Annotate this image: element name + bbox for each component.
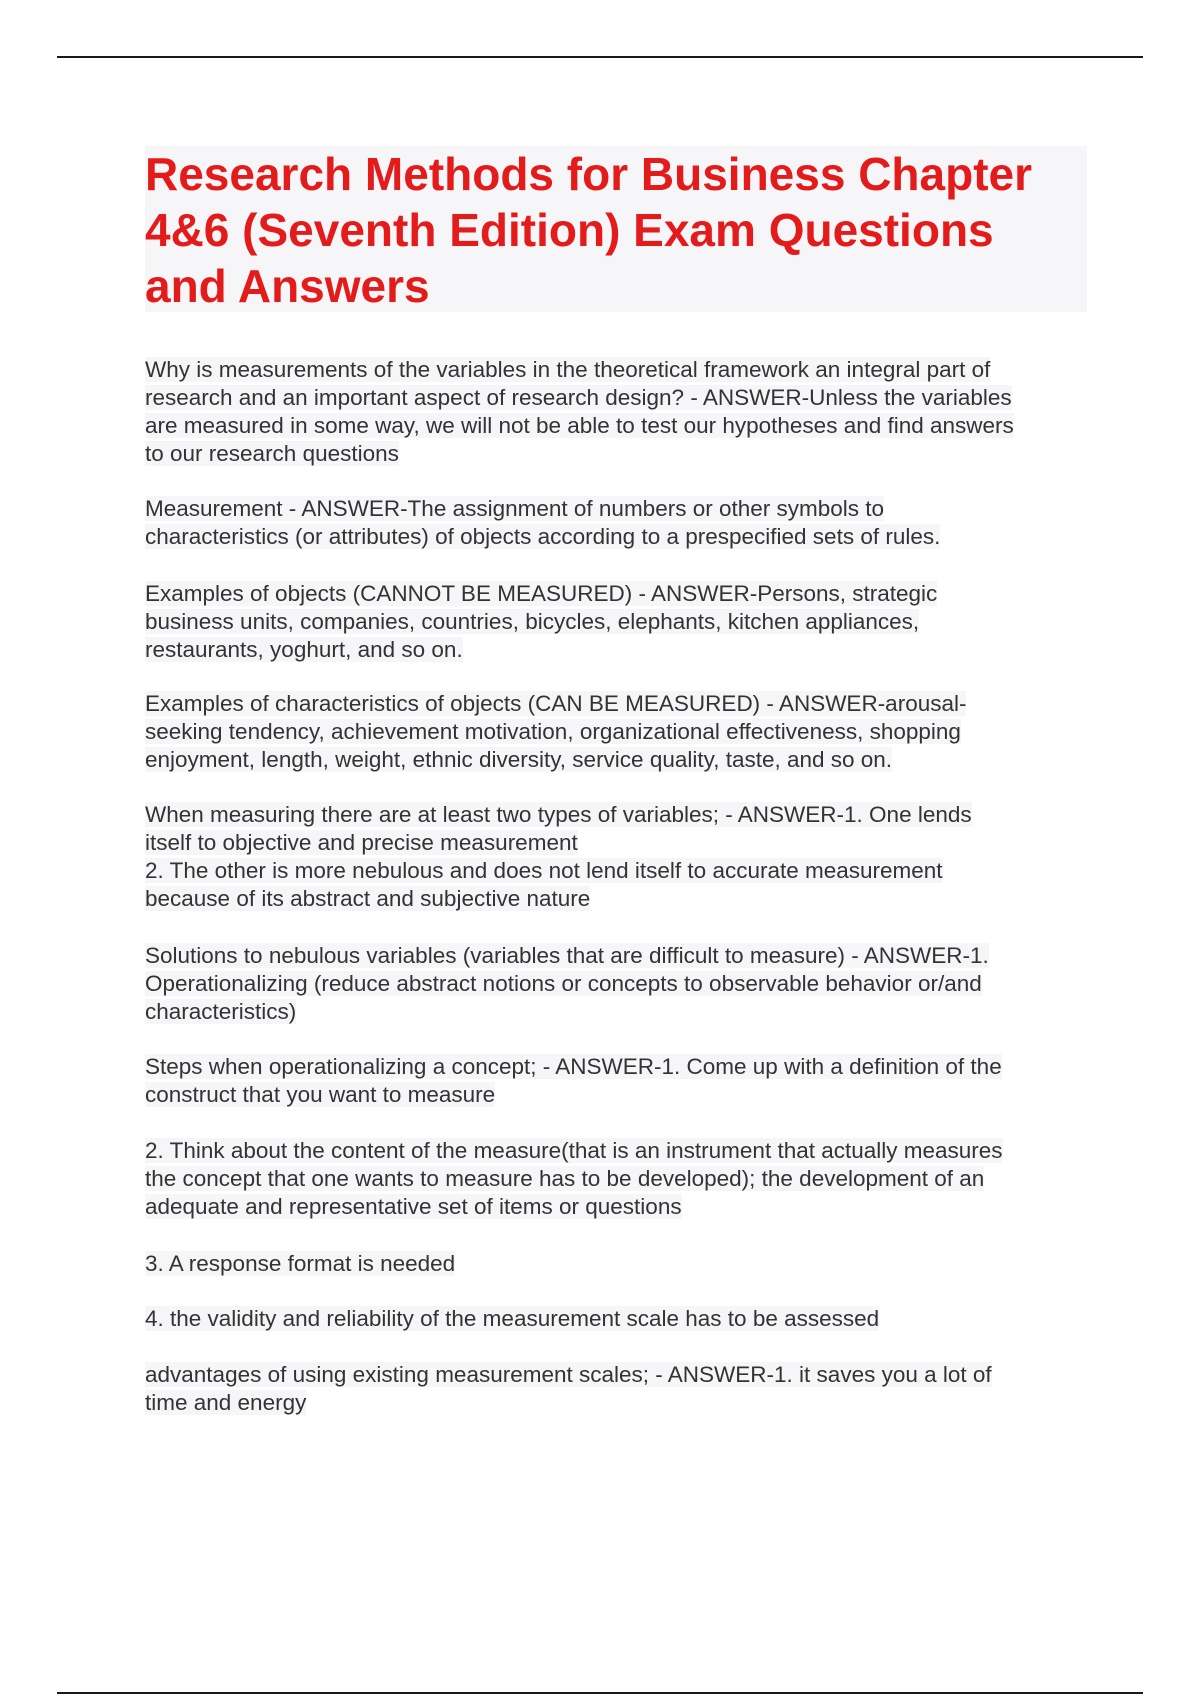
qa-entry-text: Measurement - ANSWER-The assignment of numbers or other symbols to characteristics (or attributes) of objects according to a prespecified sets of rules. [145,496,941,549]
qa-entry [145,495,1087,551]
qa-entry-text: 3. A response format is needed [145,1251,456,1276]
qa-entry [145,690,1087,774]
qa-entry-text: Steps when operationalizing a concept; - ANSWER-1. Come up with a definition of the construct that you want to measure [145,1054,1002,1107]
document-title: Research Methods for Business Chapter 4&6 (Seventh Edition) Exam Questions and Answers [145,148,1033,312]
title-block [145,146,1087,312]
qa-entry [145,801,1087,913]
qa-entry-text: 4. the validity and reliability of the measurement scale has to be assessed [145,1306,880,1331]
qa-entry [145,356,1087,468]
qa-entry-text: Examples of objects (CANNOT BE MEASURED) - ANSWER-Persons, strategic business units, companies, countries, bicycles, elephants, kitchen appliances, restaurants, yoghurt, and so on. [145,581,938,662]
qa-entry-text: 2. Think about the content of the measure(that is an instrument that actually measures the concept that one wants to measure has to be developed); the development of an adequate and representative set of items or questions [145,1138,1003,1219]
bottom-rule [57,1692,1143,1694]
qa-entry-text: When measuring there are at least two types of variables; - ANSWER-1. One lends itself to objective and precise measurement 2. The other is more nebulous and does not lend itself to accurate measurement because of its abstract and subjective nature [145,802,972,911]
qa-entry-text: advantages of using existing measurement scales; - ANSWER-1. it saves you a lot of time and energy [145,1362,992,1415]
qa-entry [145,942,1087,1026]
qa-entry [145,1053,1087,1109]
qa-entry-text: Solutions to nebulous variables (variables that are difficult to measure) - ANSWER-1. Operationalizing (reduce abstract notions or concepts to observable behavior or/and characteristics) [145,943,989,1024]
qa-entry-text: Examples of characteristics of objects (CAN BE MEASURED) - ANSWER-arousal- seeking tendency, achievement motivation, organizational effectiveness, shopping enjoyment, length, weight, ethnic diversity, service quality, taste, and so on. [145,691,967,772]
qa-entry-text: Why is measurements of the variables in the theoretical framework an integral part of research and an important aspect of research design? - ANSWER-Unless the variables are measured in some way, we will not be able to test our hypotheses and find answers to our research questions [145,357,1014,466]
qa-entry [145,1250,1087,1278]
qa-entry [145,1137,1087,1221]
qa-entry [145,580,1087,664]
qa-entry [145,1361,1087,1417]
top-rule [57,56,1143,58]
qa-entry [145,1305,1087,1333]
